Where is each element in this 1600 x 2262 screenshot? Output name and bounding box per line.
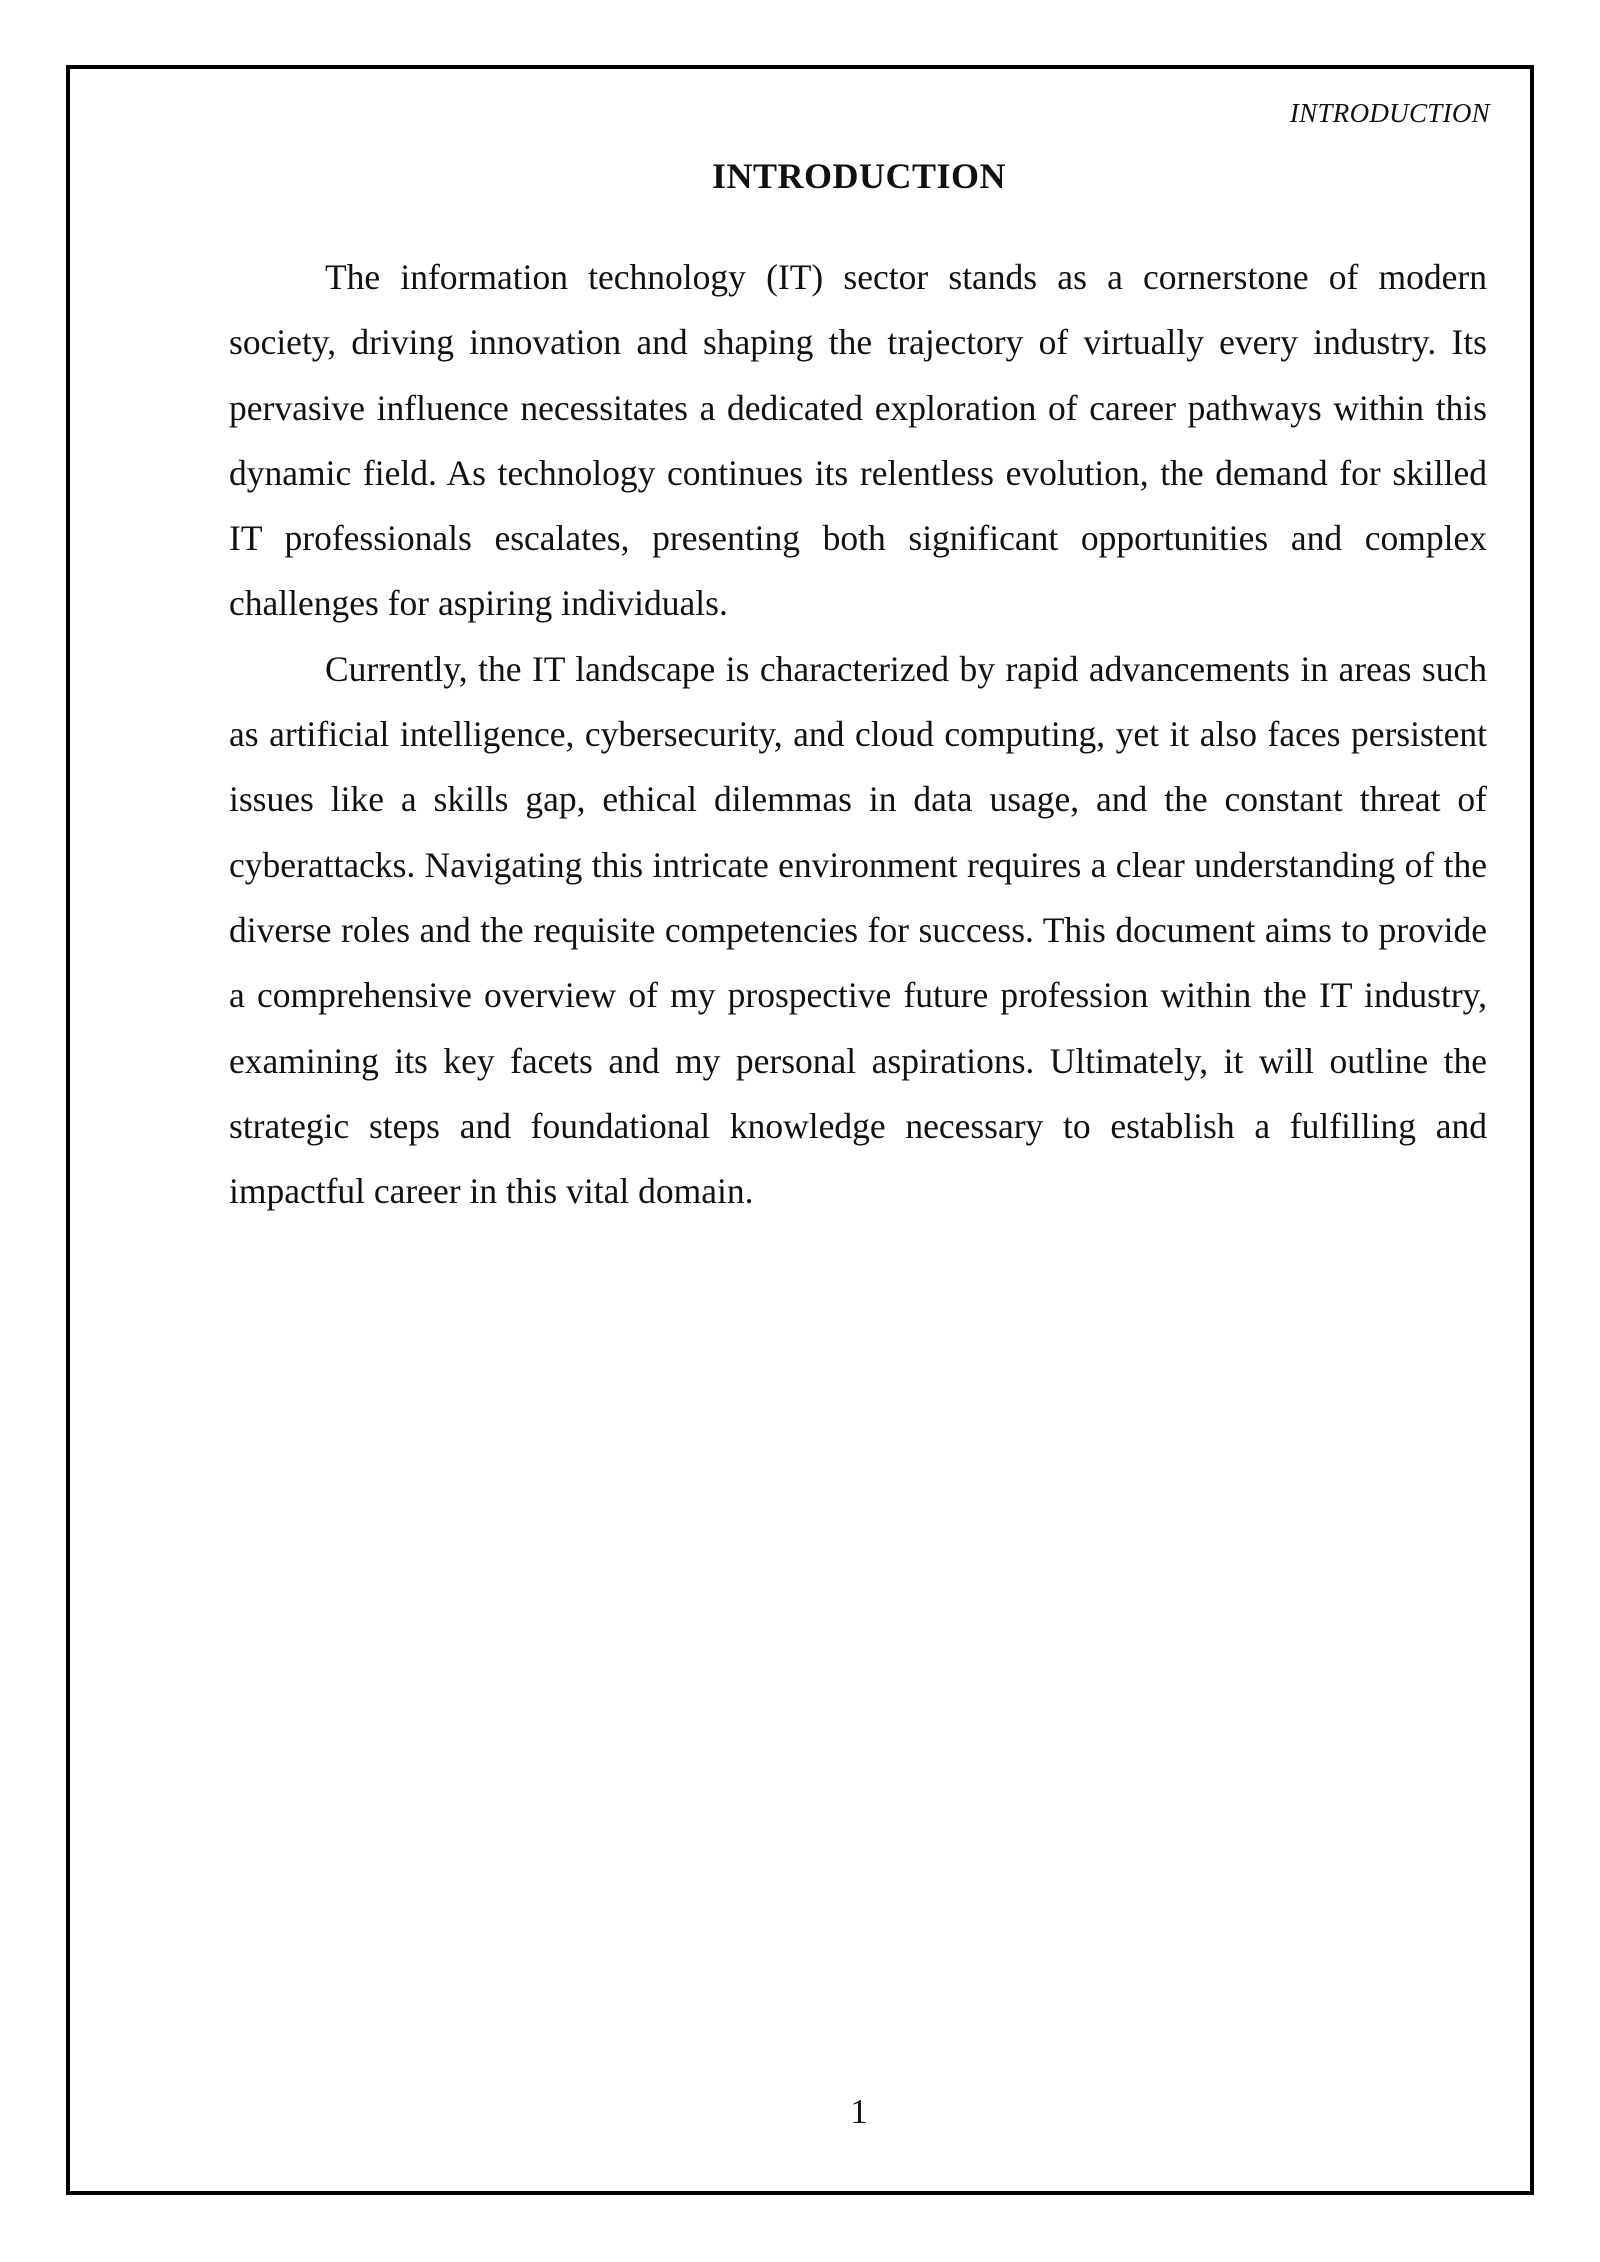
paragraph-2: Currently, the IT landscape is characterized by rapid advancements in areas such as artificial intelligence, cybersecurity, and cloud computing, yet it also faces persistent issues like a skills gap, ethical dilemmas in data usage, and the constant threat of cyberattacks. Navigating this intricate environment requires a clear understanding of the diverse roles and the requisite competencies for success. This document aims to provide a comprehensive overview of my prospective future profession within the IT industry, examining its key facets and my personal aspirations. Ultimately, it will outline the strategic steps and foundational knowledge necessary to establish a fulfilling and impactful career in this vital domain. — [229, 648, 1487, 1212]
page-number: 1 — [850, 2092, 868, 2131]
page-title: INTRODUCTION — [711, 156, 1007, 196]
paragraph-1: The information technology (IT) sector stands as a cornerstone of modern society, driving innovation and shaping the trajectory of virtually every industry. Its pervasive influence necessitates a dedicated exploration of career pathways within this dynamic field. As technology continues its relentless evolution, the demand for skilled IT professionals escalates, presenting both significant opportunities and complex challenges for aspiring individuals. — [229, 257, 1487, 624]
running-header: INTRODUCTION — [1289, 98, 1490, 128]
document-body — [229, 245, 1487, 1224]
